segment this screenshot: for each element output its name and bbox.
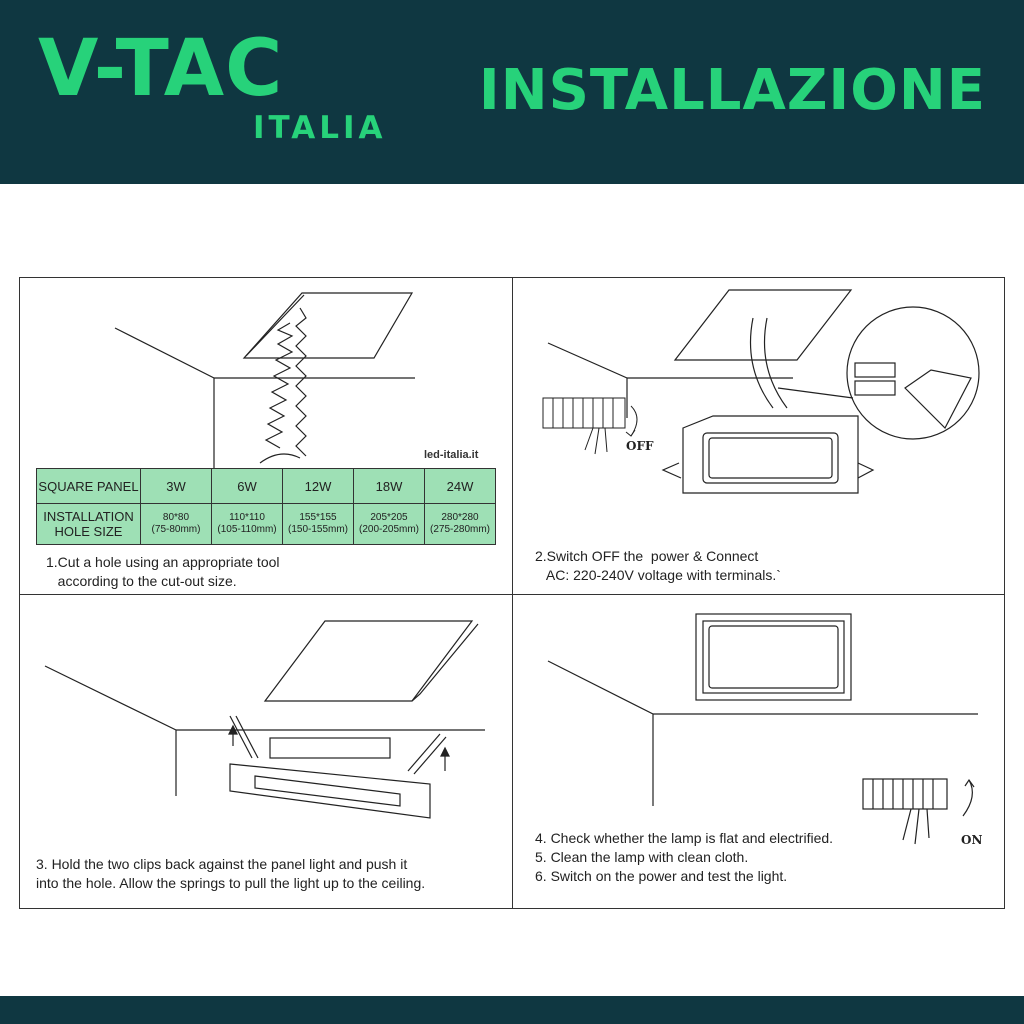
brand-name: V-TAC [38, 24, 284, 114]
table-cell-watt: 24W [425, 469, 496, 504]
size-value: 280*280 [441, 511, 479, 523]
table-cell-size [354, 504, 425, 545]
table-row-label-hole [37, 504, 141, 545]
table-cell-watt: 3W [141, 469, 212, 504]
step-1-text: 1.Cut a hole using an appropriate tool according to the cut-out size. [46, 554, 280, 589]
site-url: led-italia.it [424, 449, 479, 461]
step-2-text: 2.Switch OFF the power & Connect AC: 220-240V voltage with terminals.` [535, 548, 781, 583]
table-cell-size [425, 504, 496, 545]
page-title: INSTALLAZIONE [478, 58, 986, 123]
size-range: (75-80mm) [151, 524, 201, 535]
brand-subtitle: ITALIA [253, 110, 387, 146]
size-value: 155*155 [299, 511, 337, 523]
footer-bar [0, 996, 1024, 1024]
hole-size-table [36, 468, 496, 545]
table-cell-size [283, 504, 354, 545]
size-value: 205*205 [370, 511, 408, 523]
hole-label-line2: HOLE SIZE [54, 524, 123, 539]
clip-mount-illustration [20, 596, 512, 836]
table-cell-watt: 6W [212, 469, 283, 504]
header-bar [0, 0, 1024, 184]
finished-install-illustration [513, 596, 1005, 856]
size-range: (275-280mm) [429, 524, 491, 535]
hole-label-line1: INSTALLATION [43, 509, 134, 524]
cut-hole-illustration [20, 278, 512, 478]
table-cell-watt: 12W [283, 469, 354, 504]
size-value: 80*80 [162, 511, 190, 523]
size-range: (150-155mm) [287, 524, 349, 535]
table-cell-size [212, 504, 283, 545]
size-range: (105-110mm) [217, 524, 277, 535]
step-4-text: 4. Check whether the lamp is flat and electrified. 5. Clean the lamp with clean cloth. 6. Switch on the power and test the light. [535, 830, 834, 884]
table-cell-size [141, 504, 212, 545]
size-value: 110*110 [229, 511, 265, 523]
on-label: ON [961, 833, 983, 847]
grid-divider-horizontal [19, 594, 1005, 595]
off-label: OFF [626, 439, 654, 453]
table-cell-watt: 18W [354, 469, 425, 504]
brand-logo [38, 24, 387, 146]
table-row-label-panel: SQUARE PANEL [37, 469, 141, 504]
step-3-text: 3. Hold the two clips back against the panel light and push it into the hole. Allow the springs to pull the light up to the ceiling. [36, 856, 426, 891]
size-range: (200-205mm) [358, 524, 420, 535]
wiring-illustration [513, 278, 1005, 518]
